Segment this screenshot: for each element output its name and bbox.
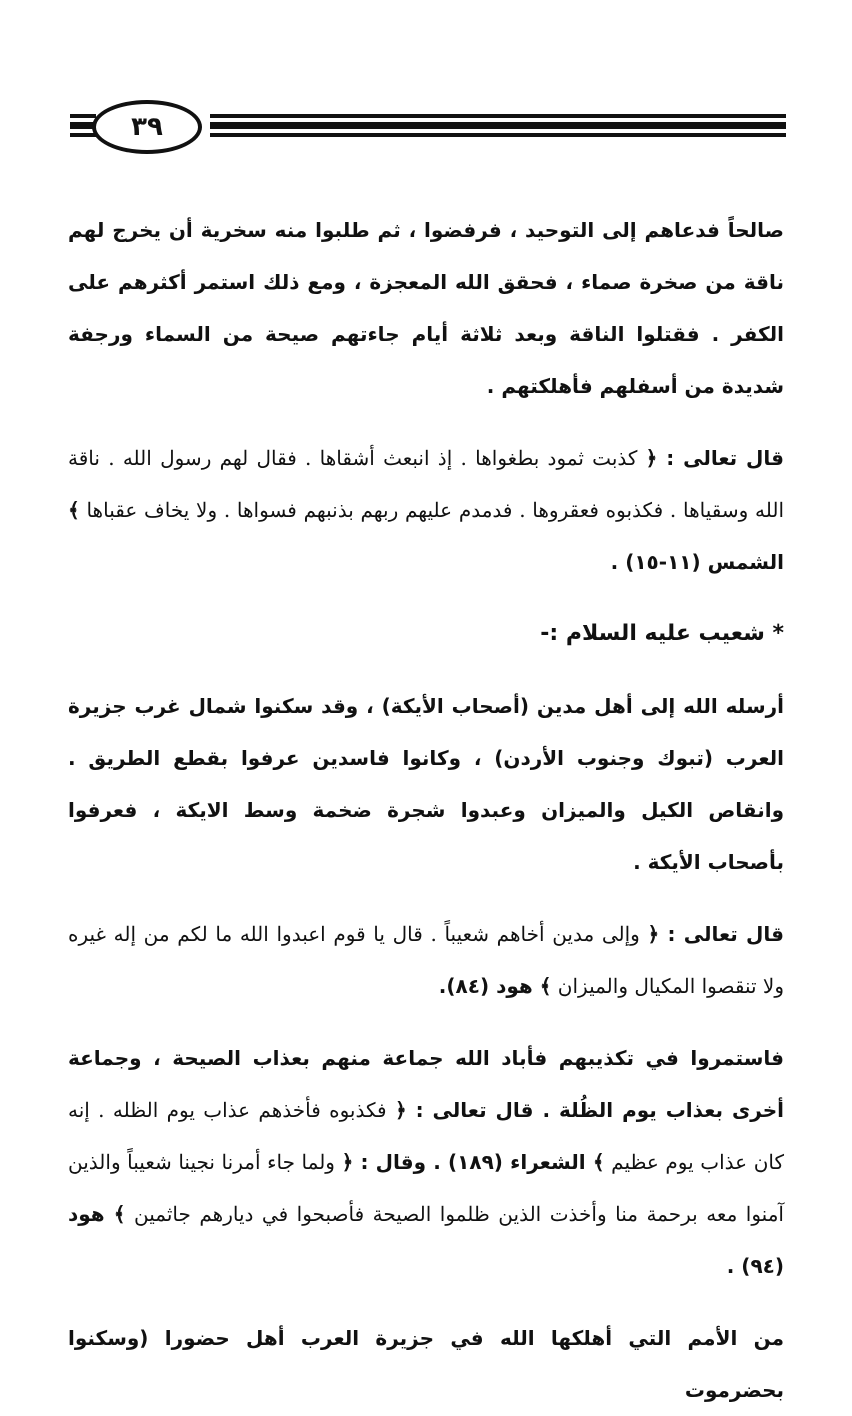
section-heading-shuaib: * شعيب عليه السلام :-: [540, 621, 784, 646]
paragraph-madyan: أرسله الله إلى أهل مدين (أصحاب الأيكة) ، وقد سكنوا شمال غرب جزيرة العرب (تبوك وجنوب الأردن) ، وكانوا فاسدين عرفوا بقطع الطريق . وانقاص الكيل والميزان وعبدوا شجرة ضخمة وسط الايكة ، فعرفوا بأصحاب الأيكة .: [68, 694, 784, 874]
header-rule: [70, 114, 96, 118]
page-number: ٣٩: [131, 112, 163, 142]
quote-reference: ﴾ الشمس (١١-١٥) .: [68, 498, 784, 574]
header-rule: [210, 114, 786, 118]
page-body: [68, 204, 784, 1416]
quote-intro: قال تعالى : ﴿: [645, 446, 784, 470]
paragraph-text: فاستمروا في تكذيبهم فأباد الله جماعة منهم بعذاب الصيحة ، وجماعة أخرى بعذاب يوم الظُلة . قال تعالى : ﴿: [68, 1046, 785, 1122]
quran-verse: كذبت ثمود بطغواها . إذ انبعث أشقاها . فقال لهم رسول الله . ناقة الله وسقياها . فكذبوه فعقروها . فدمدم عليهم ربهم بذنبهم فسواها . ولا يخاف عقباها: [68, 446, 784, 522]
quran-verse: فكذبوه فأخذهم عذاب يوم الظله . إنه كان عذاب يوم عظيم: [68, 1098, 784, 1174]
quote-reference: ﴾ الشعراء (١٨٩) . وقال : ﴿: [341, 1150, 605, 1174]
paragraph-hadura: من الأمم التي أهلكها الله في جزيرة العرب أهل حضورا (وسكنوا بحضرموت: [68, 1326, 784, 1402]
quote-intro: قال تعالى : ﴿: [647, 922, 784, 946]
quran-quote-shams: [68, 432, 784, 588]
header-rule: [210, 133, 786, 137]
header-rule: [210, 122, 786, 129]
quran-quote-hud-84: [68, 908, 784, 1012]
paragraph-punishment: [68, 1032, 784, 1292]
quran-verse: ولما جاء أمرنا نجينا شعيباً والذين آمنوا معه برحمة منا وأخذت الذين ظلموا الصيحة فأصبحوا في ديارهم جاثمين: [68, 1150, 784, 1226]
page-header: [70, 100, 786, 156]
page-number-badge: [92, 100, 202, 154]
header-rule: [70, 133, 96, 137]
quote-reference: ﴾ هود (٩٤) .: [68, 1202, 784, 1278]
paragraph-thamud: صالحاً فدعاهم إلى التوحيد ، فرفضوا ، ثم طلبوا منه سخرية أن يخرج لهم ناقة من صخرة صماء ، فحقق الله المعجزة ، ومع ذلك استمر أكثرهم على الكفر . فقتلوا الناقة وبعد ثلاثة أيام جاءتهم صيحة من السماء ورجفة شديدة من أسفلهم فأهلكتهم .: [68, 218, 784, 398]
quote-reference: ﴾ هود (٨٤).: [438, 974, 552, 998]
quran-verse: وإلى مدين أخاهم شعيباً . قال يا قوم اعبدوا الله ما لكم من إله غيره ولا تنقصوا المكيال والميزان: [68, 922, 784, 998]
